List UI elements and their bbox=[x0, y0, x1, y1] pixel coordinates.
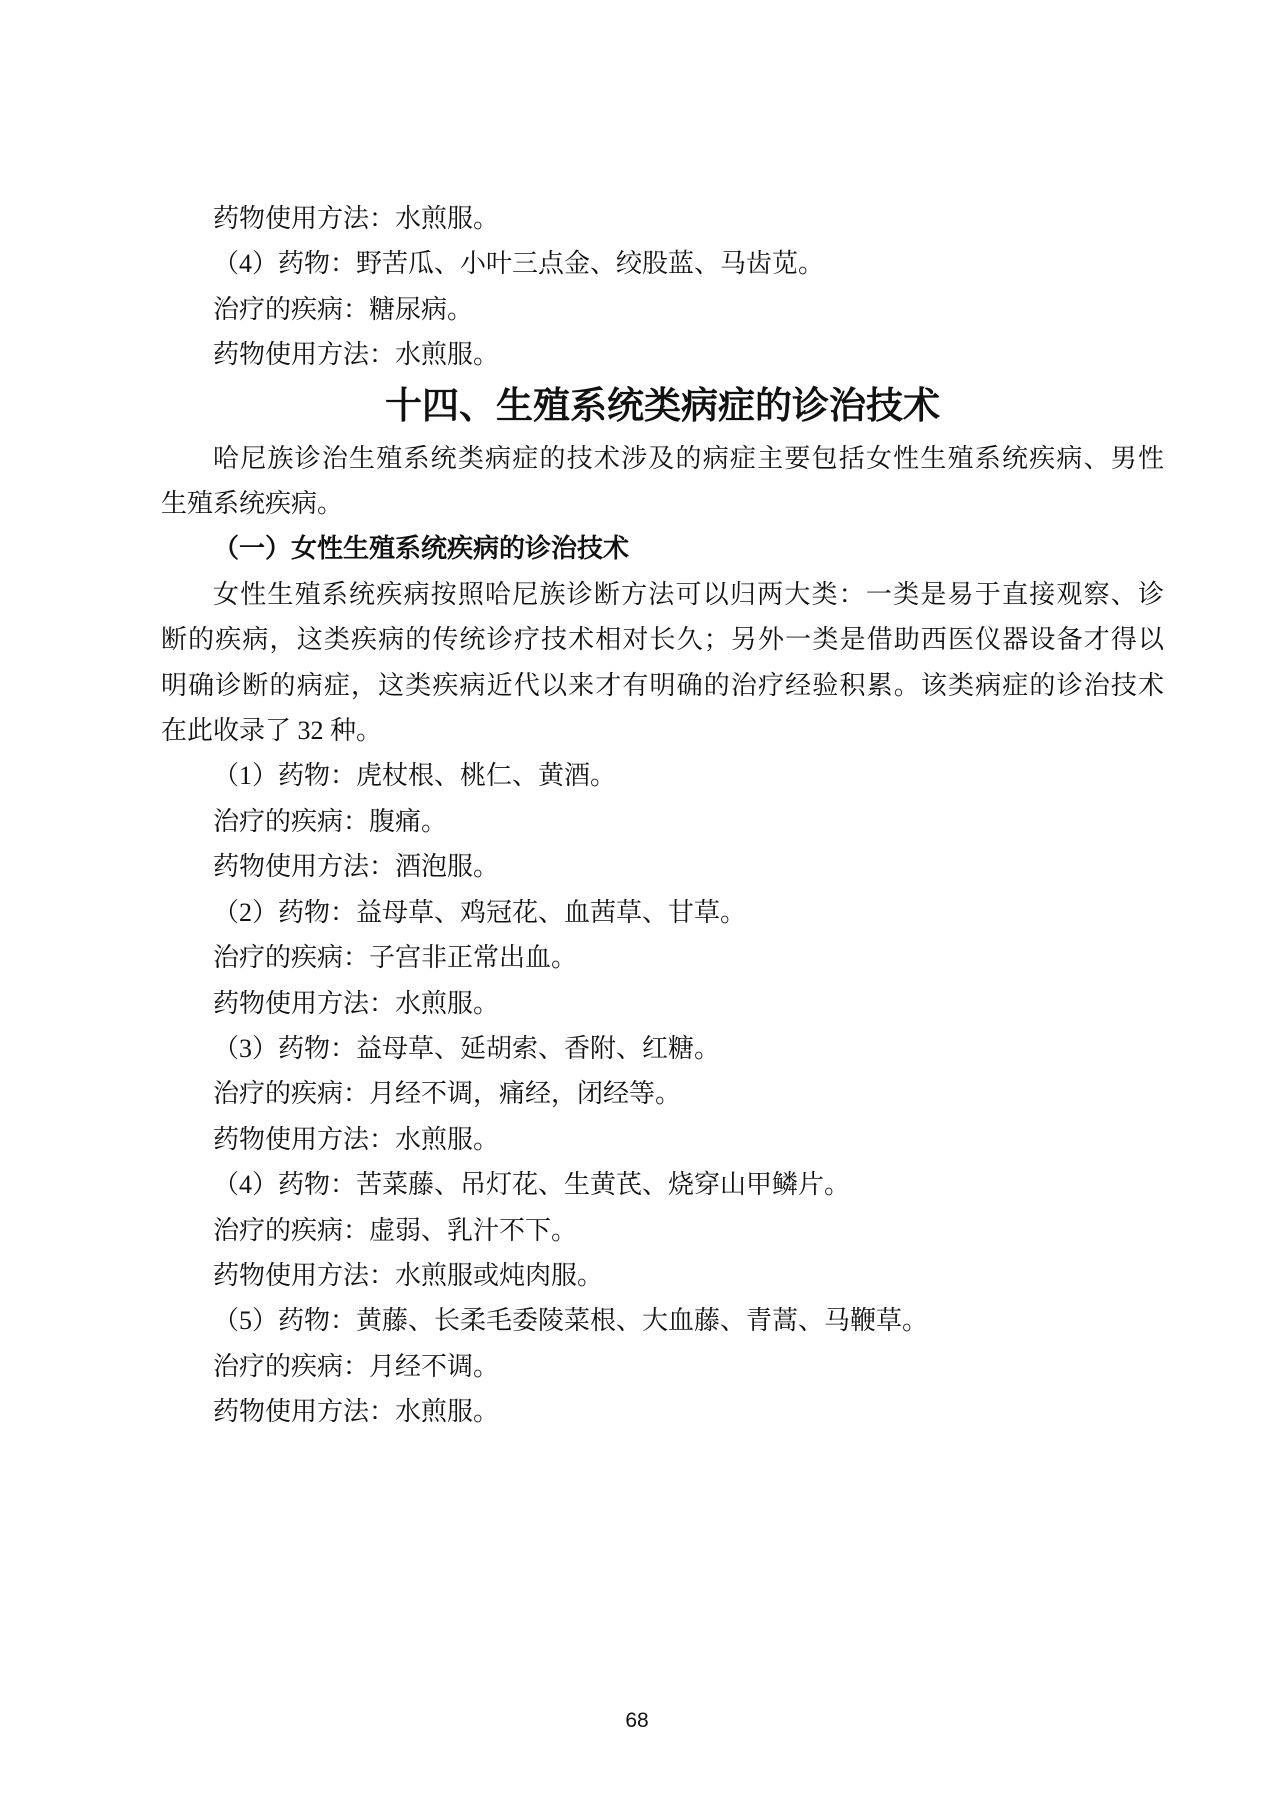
remedy-drugs-line: （3）药物：益母草、延胡索、香附、红糖。 bbox=[213, 1033, 721, 1063]
intro-paragraph-line: 哈尼族诊治生殖系统类病症的技术涉及的病症主要包括女性生殖系统疾病、男性 bbox=[213, 443, 1164, 473]
remedy-disease-line: 治疗的疾病：子宫非正常出血。 bbox=[213, 943, 578, 973]
intro-paragraph-line: 生殖系统疾病。 bbox=[161, 489, 344, 519]
remedy-drugs-line: （2）药物：益母草、鸡冠花、血茜草、甘草。 bbox=[213, 897, 747, 927]
overview-paragraph-line: 在此收录了 32 种。 bbox=[161, 716, 383, 746]
remedy-drugs-line: （1）药物：虎杖根、桃仁、黄酒。 bbox=[213, 761, 617, 791]
subsection-heading: （一）女性生殖系统疾病的诊治技术 bbox=[213, 533, 630, 564]
disease-line: 治疗的疾病：糖尿病。 bbox=[213, 294, 474, 324]
remedy-usage-line: 药物使用方法：水煎服。 bbox=[213, 1124, 500, 1154]
remedy-drugs-line: （4）药物：苦菜藤、吊灯花、生黄芪、烧穿山甲鳞片。 bbox=[213, 1170, 851, 1200]
overview-paragraph-line: 明确诊断的病症，这类疾病近代以来才有明确的治疗经验积累。该类病症的诊治技术 bbox=[161, 670, 1164, 700]
usage-line: 药物使用方法：水煎服。 bbox=[213, 340, 500, 370]
drugs-line: （4）药物：野苦瓜、小叶三点金、绞股蓝、马齿苋。 bbox=[213, 249, 825, 279]
overview-paragraph-line: 断的疾病，这类疾病的传统诊疗技术相对长久；另外一类是借助西医仪器设备才得以 bbox=[161, 625, 1164, 655]
remedy-usage-line: 药物使用方法：水煎服。 bbox=[213, 1397, 500, 1427]
remedy-usage-line: 药物使用方法：水煎服。 bbox=[213, 988, 500, 1018]
page-number: 68 bbox=[625, 1709, 649, 1732]
remedy-drugs-line: （5）药物：黄藤、长柔毛委陵菜根、大血藤、青蒿、马鞭草。 bbox=[213, 1306, 929, 1336]
overview-paragraph-line: 女性生殖系统疾病按照哈尼族诊断方法可以归两大类：一类是易于直接观察、诊 bbox=[213, 579, 1164, 609]
remedy-disease-line: 治疗的疾病：虚弱、乳汁不下。 bbox=[213, 1215, 578, 1245]
remedy-disease-line: 治疗的疾病：月经不调。 bbox=[213, 1351, 500, 1381]
section-heading: 十四、生殖系统类病症的诊治技术 bbox=[385, 385, 940, 427]
remedy-disease-line: 治疗的疾病：月经不调，痛经，闭经等。 bbox=[213, 1079, 682, 1109]
text-block bbox=[161, 196, 1164, 1435]
remedy-usage-line: 药物使用方法：水煎服或炖肉服。 bbox=[213, 1260, 604, 1290]
usage-line: 药物使用方法：水煎服。 bbox=[213, 204, 500, 233]
remedy-disease-line: 治疗的疾病：腹痛。 bbox=[213, 806, 448, 836]
remedy-usage-line: 药物使用方法：酒泡服。 bbox=[213, 852, 500, 882]
